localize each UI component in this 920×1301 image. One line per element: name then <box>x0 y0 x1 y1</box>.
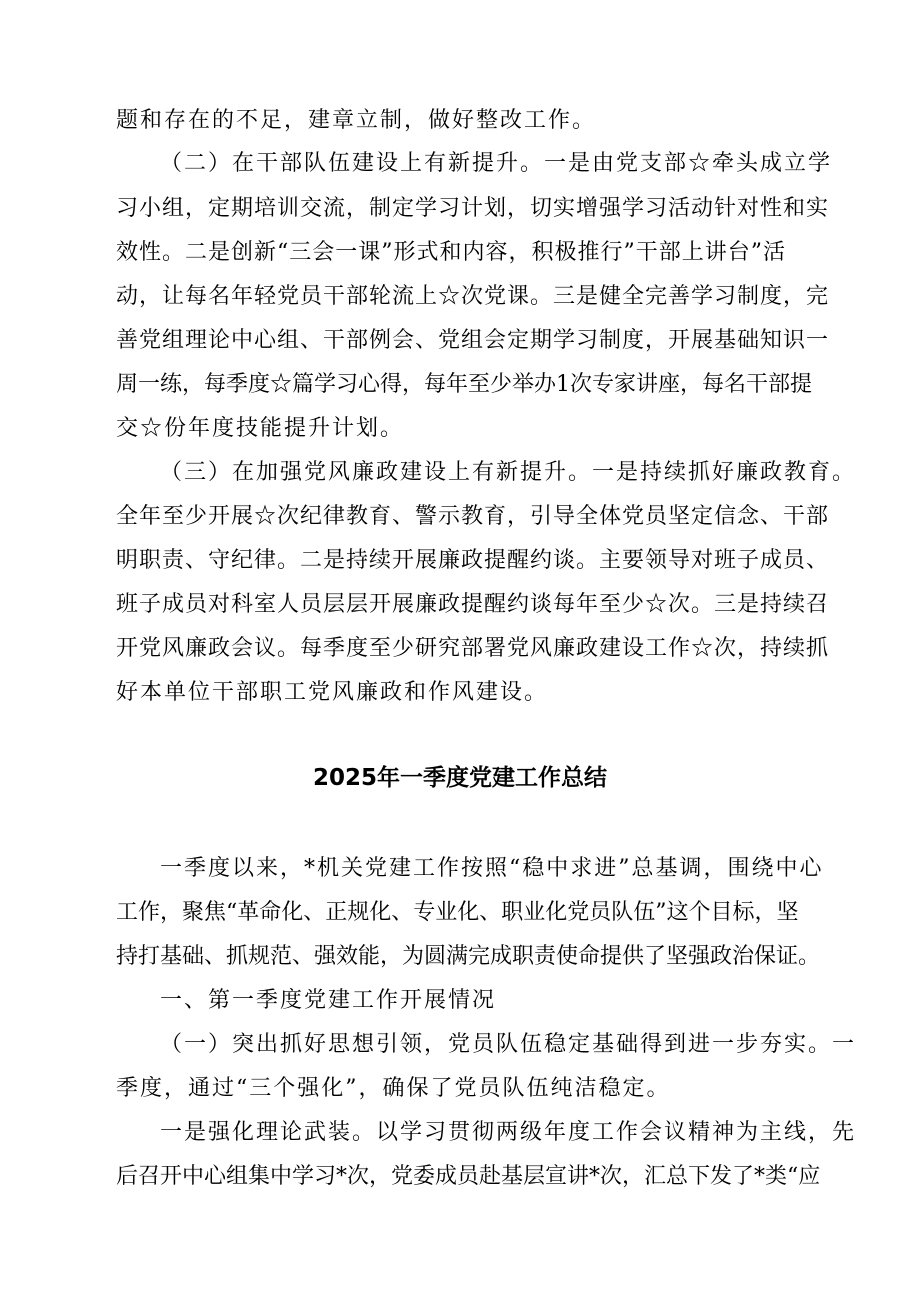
paragraph-line: 题和存在的不足，建章立制，做好整改工作。 <box>116 108 597 133</box>
paragraph-line: 交☆份年度技能提升计划。 <box>116 416 405 441</box>
paragraph-line: 善党组理论中心组、干部例会、党组会定期学习制度，开展基础知识一 <box>116 328 830 353</box>
paragraph-line: 效性。二是创新“三会一课”形式和内容，积极推行”干部上讲台”活 <box>116 240 786 265</box>
paragraph-line: 一季度以来，*机关党建工作按照“稳中求进”总基调，围绕中心 <box>160 856 824 881</box>
paragraph-line: 好本单位干部职工党风廉政和作风建设。 <box>116 680 549 705</box>
paragraph-line: 班子成员对科室人员层层开展廉政提醒约谈每年至少☆次。三是持续召 <box>116 592 830 617</box>
paragraph-line: 明职责、守纪律。二是持续开展廉政提醒约谈。主要领导对班子成员、 <box>116 548 830 573</box>
paragraph-line: 一是强化理论武装。以学习贯彻两级年度工作会议精神为主线，先 <box>160 1120 857 1145</box>
paragraph-line: 季度，通过“三个强化”，确保了党员队伍纯洁稳定。 <box>116 1076 671 1101</box>
paragraph-line: 工作，聚焦“革命化、正规化、专业化、职业化党员队伍”这个目标，坚 <box>116 900 799 925</box>
paragraph-line: （二）在干部队伍建设上有新提升。一是由党支部☆牵头成立学 <box>160 151 833 176</box>
paragraph-line: （一）突出抓好思想引领，党员队伍稳定基础得到进一步夯实。一 <box>160 1032 857 1057</box>
paragraph-line: 全年至少开展☆次纪律教育、警示教育，引导全体党员坚定信念、干部 <box>116 504 830 529</box>
paragraph-line: 后召开中心组集中学习*次，党委成员赴基层宣讲*次，汇总下发了*类“应 <box>116 1164 821 1189</box>
paragraph-line: 习小组，定期培训交流，制定学习计划，切实增强学习活动针对性和实 <box>116 196 830 221</box>
paragraph-line: 动，让每名年轻党员干部轮流上☆次党课。三是健全完善学习制度，完 <box>116 284 830 309</box>
paragraph-line: （三）在加强党风廉政建设上有新提升。一是持续抓好廉政教育。 <box>160 460 857 485</box>
section-heading: 一、第一季度党建工作开展情况 <box>160 988 497 1013</box>
document-title: 2025年一季度党建工作总结 <box>312 765 607 791</box>
paragraph-line: 开党风廉政会议。每季度至少研究部署党风廉政建设工作☆次，持续抓 <box>116 636 830 661</box>
paragraph-line: 持打基础、抓规范、强效能，为圆满完成职责使命提供了坚强政治保证。 <box>116 944 821 969</box>
paragraph-line: 周一练，每季度☆篇学习心得，每年至少举办1次专家讲座，每名干部提 <box>116 372 812 397</box>
